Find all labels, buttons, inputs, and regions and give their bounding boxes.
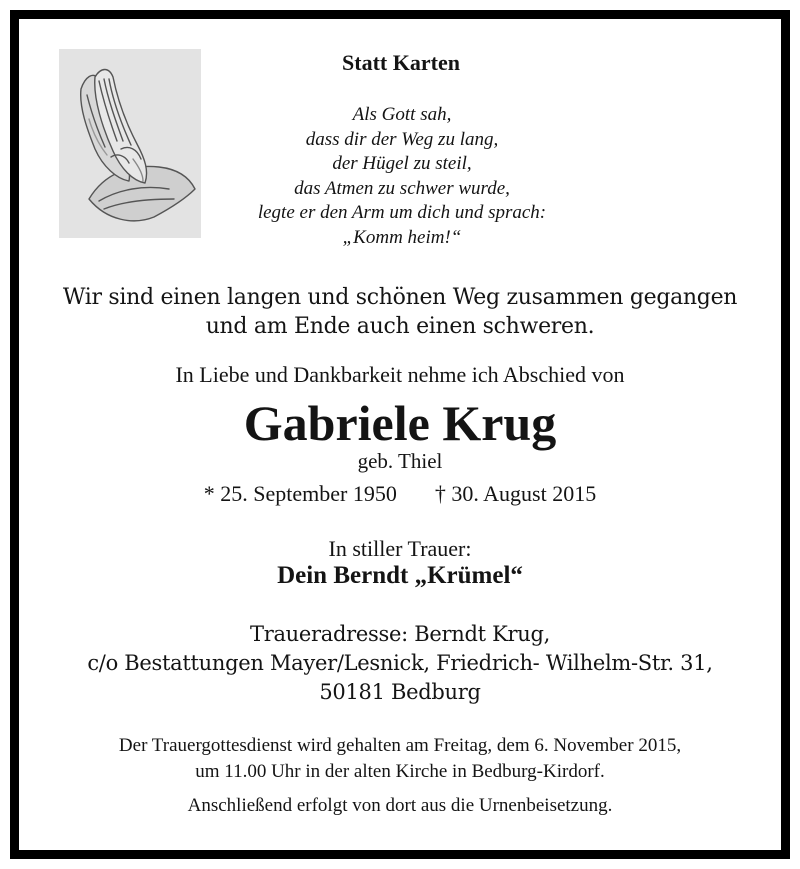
maiden-name: geb. Thiel — [357, 449, 443, 473]
burial-info: Anschließend erfolgt von dort aus die Urnenbeisetzung. — [187, 795, 613, 816]
service-line: Der Trauergottesdienst wird gehalten am Freitag, dem 6. November 2015, — [118, 735, 682, 756]
farewell-line: In Liebe und Dankbarkeit nehme ich Abschied von — [175, 362, 625, 387]
praying-hands-icon — [59, 49, 201, 238]
deceased-name: Gabriele Krug — [243, 395, 557, 451]
mourning-address — [40, 620, 760, 707]
poem — [220, 103, 584, 250]
service-info — [40, 733, 760, 785]
address-line: c/o Bestattungen Mayer/Lesnick, Friedrich- Wilhelm-Str. 31, — [87, 651, 713, 675]
life-dates — [40, 481, 760, 507]
service-line: um 11.00 Uhr in der alten Kirche in Bedburg-Kirdorf. — [195, 761, 605, 782]
address-line: 50181 Bedburg — [319, 680, 481, 704]
poem-line: „Komm heim!“ — [342, 226, 462, 248]
poem-line: dass dir der Weg zu lang, — [305, 128, 499, 150]
intro-text — [40, 283, 760, 341]
intro-line: Wir sind einen langen und schönen Weg zusammen gegangen — [62, 285, 738, 310]
poem-line: der Hügel zu steil, — [332, 153, 472, 174]
poem-line: Als Gott sah, — [352, 104, 452, 125]
poem-line: das Atmen zu schwer wurde, — [294, 177, 510, 199]
death-date: † 30. August 2015 — [434, 481, 597, 506]
poem-line: legte er den Arm um dich und sprach: — [257, 202, 547, 223]
address-line: Traueradresse: Berndt Krug, — [250, 622, 550, 646]
mourner-name: Dein Berndt „Krümel“ — [277, 562, 523, 589]
birth-date: * 25. September 1950 — [203, 481, 397, 506]
intro-line: und am Ende auch einen schweren. — [205, 314, 595, 339]
header-title: Statt Karten — [342, 50, 460, 75]
mourning-label: In stiller Trauer: — [328, 536, 472, 561]
